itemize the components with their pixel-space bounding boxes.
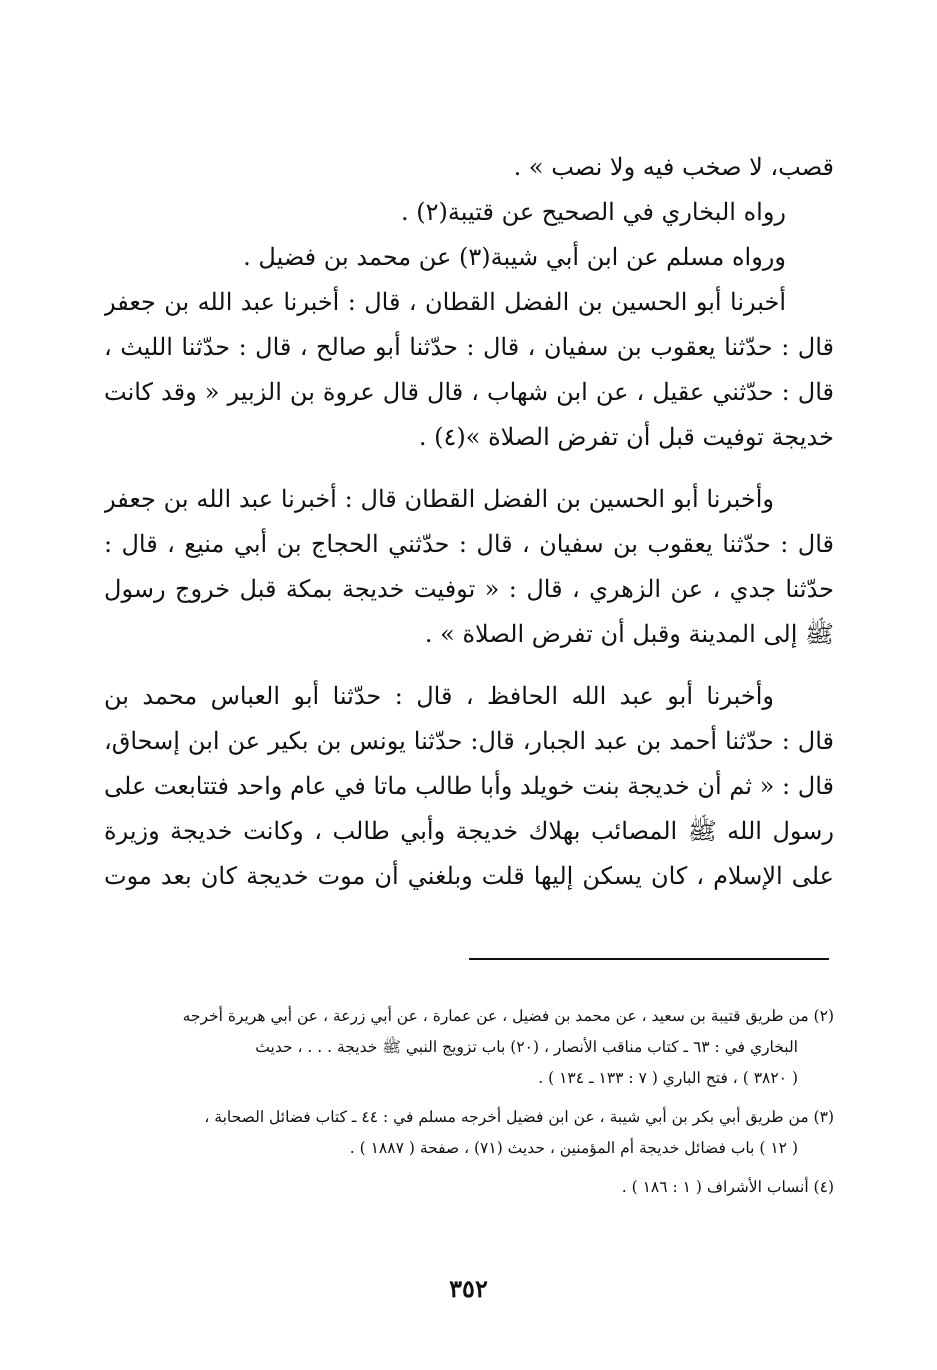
footnote-3 [104, 1102, 834, 1164]
text-line: رواه البخاري في الصحيح عن قتيبة(٢) . [401, 198, 786, 226]
footnote-line: البخاري في : ٦٣ ـ كتاب مناقب الأنصار ، (٢٠) باب تزويج النبي ﷺ خديجة . . . ، حديث [255, 1038, 798, 1056]
footnote-2 [104, 1001, 834, 1094]
text-line: قصب، لا صخب فيه ولا نصب » . [513, 153, 834, 181]
page-number: ٣٥٢ [449, 1274, 488, 1303]
text-line: وأخبرنا أبو الحسين بن الفضل القطان قال : أخبرنا عبد الله بن جعفر [104, 485, 774, 513]
paragraph-gap [104, 460, 834, 477]
text-line: قال : حدّثنا أحمد بن عبد الجبار، قال: حدّثنا يونس بن بكير عن ابن إسحاق، [104, 727, 834, 755]
text-line: رسول الله ﷺ المصائب بهلاك خديجة وأبي طالب ، وكانت خديجة وزيرة [104, 817, 834, 845]
text-line: وأخبرنا أبو عبد الله الحافظ ، قال : حدّثنا أبو العباس محمد بن [104, 682, 774, 710]
text-line: قال : « ثم أن خديجة بنت خويلد وأبا طالب ماتا في عام واحد فتتابعت على [104, 772, 834, 800]
text-line: أخبرنا أبو الحسين بن الفضل القطان ، قال : أخبرنا عبد الله بن جعفر [104, 288, 786, 316]
footnote-line: ( ١٢ ) باب فضائل خديجة أم المؤمنين ، حديث (٧١) ، صفحة ( ١٨٨٧ ) . [349, 1139, 798, 1157]
footnote-line: (٢) من طريق قتيبة بن سعيد ، عن محمد بن فضيل ، عن عمارة ، عن أبي زرعة ، عن أبي هريرة أخرجه [182, 1007, 834, 1025]
footnote-line: (٣) من طريق أبي بكر بن أبي شيبة ، عن ابن فضيل أخرجه مسلم في : ٤٤ ـ كتاب فضائل الصحابة ، [204, 1108, 834, 1126]
text-line: ﷺ إلى المدينة وقبل أن تفرض الصلاة » . [424, 620, 834, 648]
text-line: قال : حدّثني عقيل ، عن ابن شهاب ، قال قال عروة بن الزبير « وقد كانت [104, 378, 834, 406]
footnote-4 [104, 1172, 834, 1203]
text-line: ورواه مسلم عن ابن أبي شيبة(٣) عن محمد بن فضيل . [243, 243, 786, 271]
text-line: قال : حدّثنا يعقوب بن سفيان ، قال : حدّثني الحجاج بن أبي منيع ، قال : [104, 530, 834, 558]
text-line: قال : حدّثنا يعقوب بن سفيان ، قال : حدّثنا أبو صالح ، قال : حدّثنا الليث ، [104, 333, 834, 361]
text-line: خديجة توفيت قبل أن تفرض الصلاة »(٤) . [418, 423, 834, 451]
text-line: حدّثنا جدي ، عن الزهري ، قال : « توفيت خديجة بمكة قبل خروج رسول [104, 575, 834, 603]
paragraph-gap [104, 657, 834, 674]
footnote-separator [469, 958, 829, 960]
footnotes-block [104, 1001, 834, 1211]
main-text-block [104, 145, 834, 899]
footnote-line: ( ٣٨٢٠ ) ، فتح الباري ( ٧ : ١٣٣ ـ ١٣٤ ) . [538, 1069, 798, 1087]
footnote-line: (٤) أنساب الأشراف ( ١ : ١٨٦ ) . [621, 1178, 834, 1196]
text-line: على الإسلام ، كان يسكن إليها قلت وبلغني أن موت خديجة كان بعد موت [104, 862, 834, 890]
